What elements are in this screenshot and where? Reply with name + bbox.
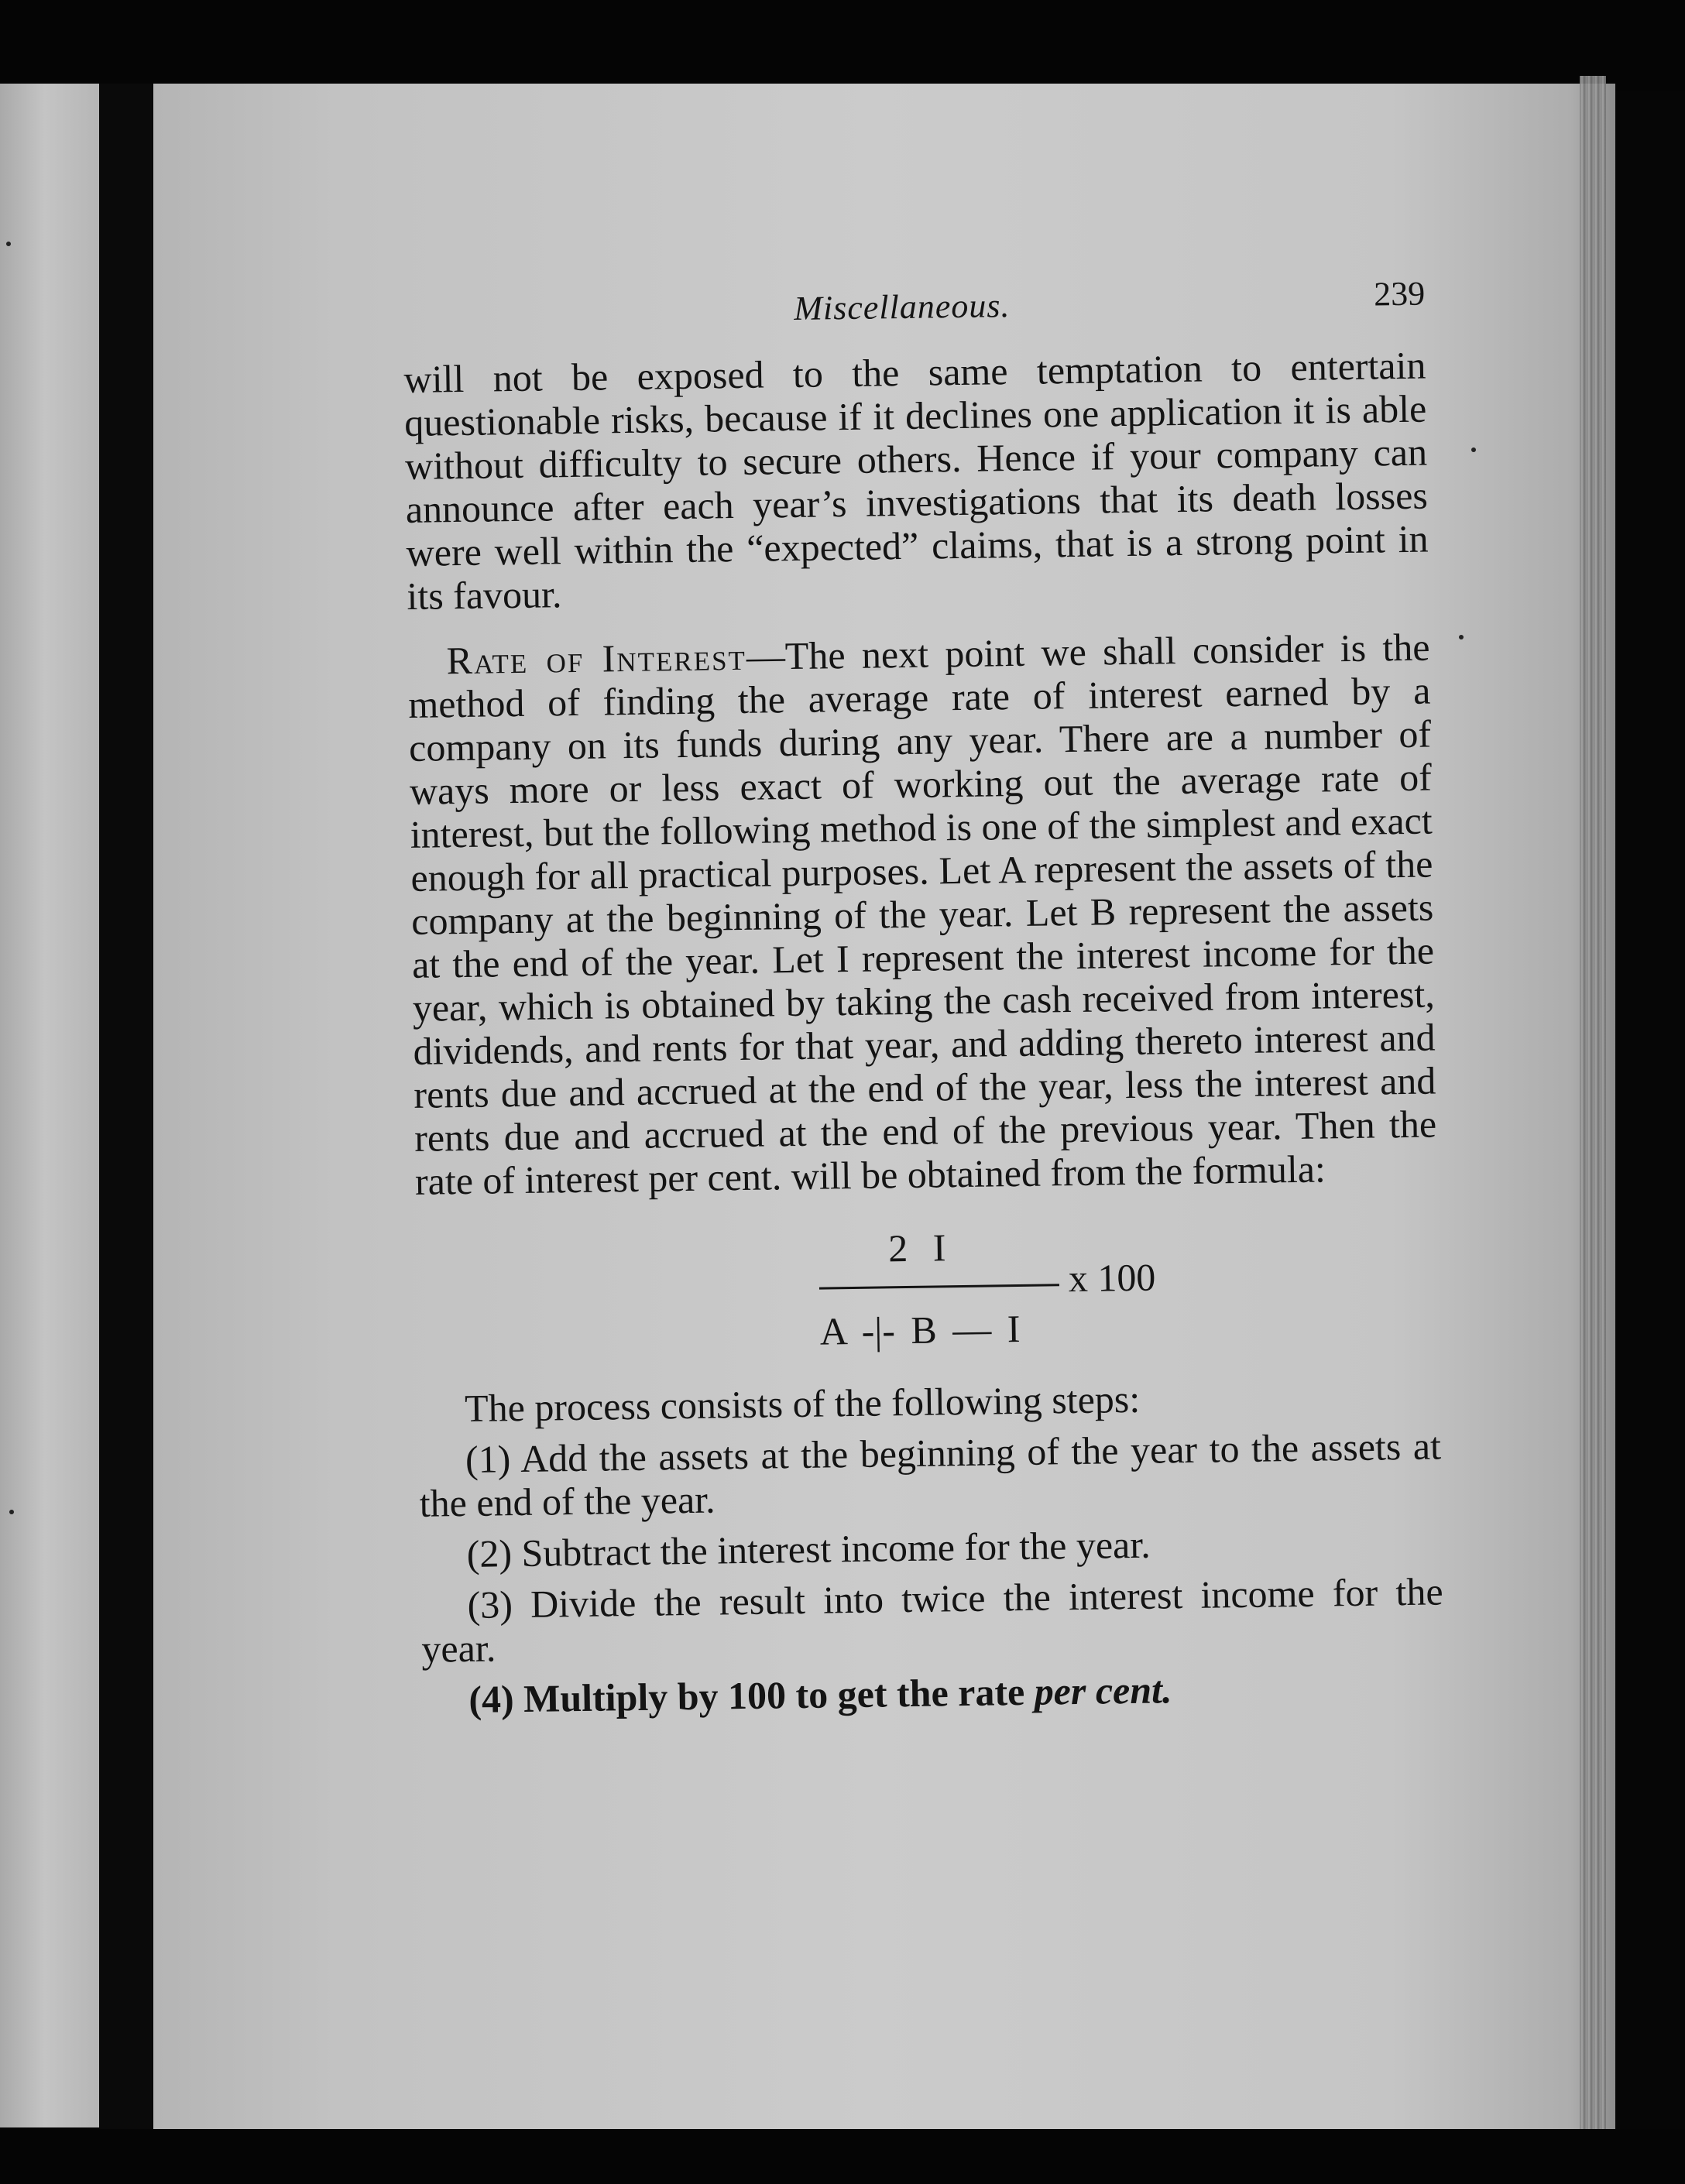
page-number: 239: [1373, 274, 1426, 314]
paragraph-rate-of-interest: [407, 626, 1437, 1203]
step-4-text: (4) Multiply by 100 to get the rate: [468, 1669, 1035, 1721]
fraction-bar: [819, 1284, 1059, 1289]
step-4: [422, 1664, 1445, 1721]
scan-speck: [9, 1510, 14, 1514]
step-3: (3) Divide the result into twice the interest income for the year.: [421, 1569, 1443, 1671]
scan-speck: [1459, 635, 1464, 639]
scan-bottom-border: [0, 2129, 1685, 2184]
formula-denominator: A -|- B — I: [819, 1306, 1021, 1353]
heading-dash: —: [746, 634, 786, 678]
paragraph-continuation: will not be exposed to the same temptation to entertain questionable risks, because if it declines one application it is able without difficulty to secure others. Hence if your company can announce after each year’s investigations that its death losses were well within the “expected” claims, that is a strong point in its favour.: [403, 343, 1429, 618]
steps-intro: The process consists of the following steps:: [464, 1377, 1141, 1431]
page-stack-edge: [1580, 76, 1606, 2151]
steps-list: [418, 1373, 1445, 1721]
scan-speck: [1471, 447, 1476, 452]
scan-top-border: [0, 0, 1685, 91]
formula-numerator: 2 I: [887, 1226, 946, 1270]
step-1: (1) Add the assets at the beginning of the year to the assets at the end of the year.: [419, 1424, 1442, 1525]
facing-page-edge: [0, 84, 99, 2127]
formula-multiplier: x 100: [1068, 1255, 1156, 1301]
interest-formula: [416, 1218, 1440, 1379]
step-2: (2) Subtract the interest income for the year.: [466, 1522, 1151, 1576]
step-4-emphasis: per cent.: [1034, 1668, 1172, 1713]
scan-speck: [6, 242, 11, 246]
section-heading: Rate of Interest: [446, 634, 747, 683]
running-title: Miscellaneous.: [793, 286, 1011, 327]
page-text-block: [403, 274, 1445, 1730]
paragraph-text: The next point we shall consider is the method of finding the average rate of interest earned by a company on its funds during any year. There are a number of ways more or less exact of working out the average rate of interest, but the following method is one of the simplest and exact enough for all practical purposes. Let A represent the assets of the company at the beginning of the year. Let B represent the assets at the end of the year. Let I represent the interest income for the year, which is obtained by taking the cash received from interest, dividends, and rents for that year, and adding thereto interest and rents due and accrued at the end of the year, less the interest and rents due and accrued at the end of the previous year. Then the rate of interest per cent. will be obtained from the formula:: [408, 625, 1437, 1203]
book-spine: [99, 84, 153, 2139]
